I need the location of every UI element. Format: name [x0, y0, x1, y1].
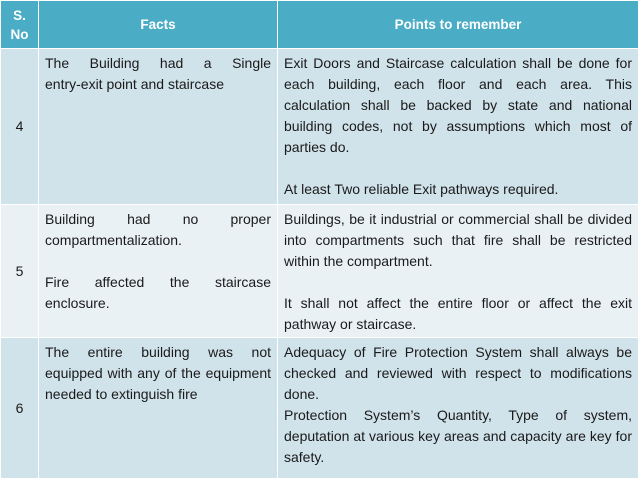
header-sno: S. No	[1, 1, 39, 49]
header-facts: Facts	[39, 1, 278, 49]
table-row	[1, 49, 638, 205]
point-text: At least Two reliable Exit pathways required.	[284, 179, 632, 200]
fact-text: Building had no proper compartmentalization.	[45, 209, 271, 251]
table-row	[1, 338, 638, 479]
table-header-row	[1, 1, 638, 49]
row-number: 6	[1, 338, 39, 479]
fact-text: Fire affected the staircase enclosure.	[45, 272, 271, 314]
point-text: Protection System’s Quantity, Type of system, deputation at various key areas and capacity are key for safety.	[284, 405, 632, 468]
row-number: 4	[1, 49, 39, 205]
fact-cell	[39, 205, 278, 338]
point-text: Buildings, be it industrial or commercial shall be divided into compartments such that fire shall be restricted within the compartment.	[284, 209, 632, 272]
header-points: Points to remember	[278, 1, 638, 49]
fact-text: The Building had a Single	[45, 53, 271, 74]
fact-text: entry-exit point and staircase	[45, 74, 271, 95]
point-cell	[278, 49, 638, 205]
table-row	[1, 205, 638, 338]
row-number: 5	[1, 205, 39, 338]
fact-cell	[39, 338, 278, 479]
point-text: It shall not affect the entire floor or affect the exit pathway or staircase.	[284, 293, 632, 335]
point-text: Adequacy of Fire Protection System shall always be checked and reviewed with respect to modifications done.	[284, 342, 632, 405]
fact-cell	[39, 49, 278, 205]
point-cell	[278, 338, 638, 479]
point-cell	[278, 205, 638, 338]
fact-text: The entire building was not equipped with any of the equipment needed to extinguish fire	[45, 342, 271, 405]
point-text: Exit Doors and Staircase calculation shall be done for each building, each floor and each area. This calculation shall be backed by state and national building codes, not by assumptions which most of parties do.	[284, 53, 632, 158]
